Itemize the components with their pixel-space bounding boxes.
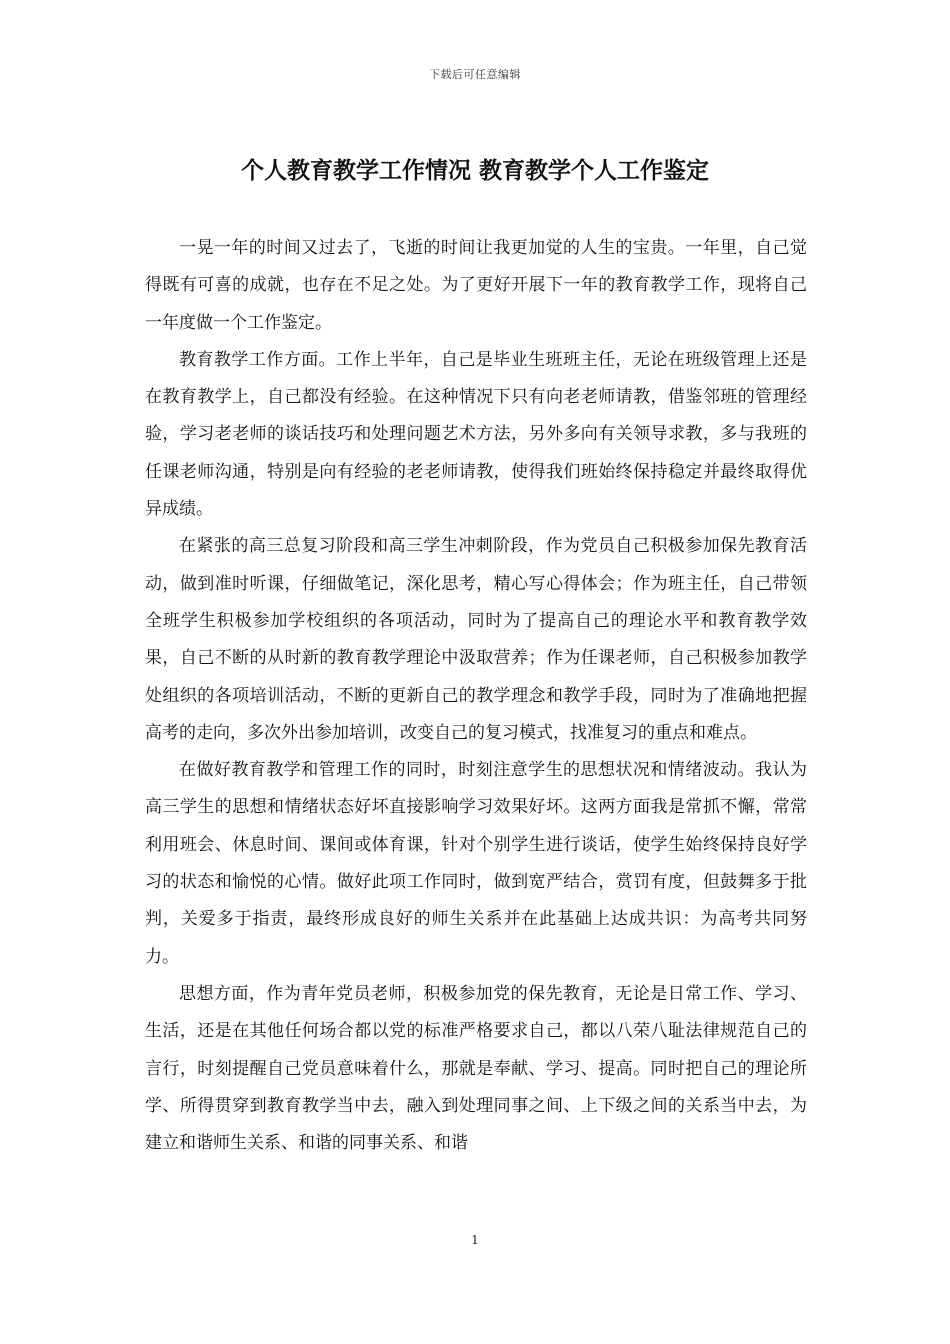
document-body <box>145 230 807 1162</box>
paragraph-student-emotions: 在做好教育教学和管理工作的同时，时刻注意学生的思想状况和情绪波动。我认为高三学生的思想和情绪状态好坏直接影响学习效果好坏。这两方面我是常抓不懈，常常利用班会、休息时间、课间或体育课，针对个别学生进行谈话，使学生始终保持良好学习的状态和愉悦的心情。做好此项工作同时，做到宽严结合，赏罚有度，但鼓舞多于批判，关爱多于指责，最终形成良好的师生关系并在此基础上达成共识：为高考共同努力。 <box>145 760 807 967</box>
page-header-note: 下载后可任意编辑 <box>429 68 521 81</box>
page-number: 1 <box>471 1233 479 1247</box>
paragraph-ideology: 思想方面，作为青年党员老师，积极参加党的保先教育，无论是日常工作、学习、生活，还是在其他任何场合都以党的标准严格要求自己，都以八荣八耻法律规范自己的言行，时刻提醒自己党员意味着什么，那就是奉献、学习、提高。同时把自己的理论所学、所得贯穿到教育教学当中去，融入到处理同事之间、上下级之间的关系当中去，为建立和谐师生关系、和谐的同事关系、和谐 <box>145 983 807 1154</box>
paragraph-review-stage: 在紧张的高三总复习阶段和高三学生冲刺阶段，作为党员自己积极参加保先教育活动，做到准时听课，仔细做笔记，深化思考，精心写心得体会；作为班主任，自己带领全班学生积极参加学校组织的各项活动，同时为了提高自己的理论水平和教育教学效果，自己不断的从时新的教育教学理论中汲取营养；作为任课老师，自己积极参加教学处组织的各项培训活动，不断的更新自己的教学理念和教学手段，同时为了准确地把握高考的走向，多次外出参加培训，改变自己的复习模式，找准复习的重点和难点。 <box>145 536 807 743</box>
paragraph-teaching-work: 教育教学工作方面。工作上半年，自己是毕业生班班主任，无论在班级管理上还是在教育教学上，自己都没有经验。在这种情况下只有向老老师请教，借鉴邻班的管理经验，学习老老师的谈话技巧和处理问题艺术方法，另外多向有关领导求教，多与我班的任课老师沟通，特别是向有经验的老老师请教，使得我们班始终保持稳定并最终取得优异成绩。 <box>145 349 807 520</box>
document-title: 个人教育教学工作情况 教育教学个人工作鉴定 <box>240 157 709 184</box>
paragraph-intro: 一晃一年的时间又过去了，飞逝的时间让我更加觉的人生的宝贵。一年里，自己觉得既有可喜的成就，也存在不足之处。为了更好开展下一年的教育教学工作，现将自己一年度做一个工作鉴定。 <box>145 238 807 333</box>
